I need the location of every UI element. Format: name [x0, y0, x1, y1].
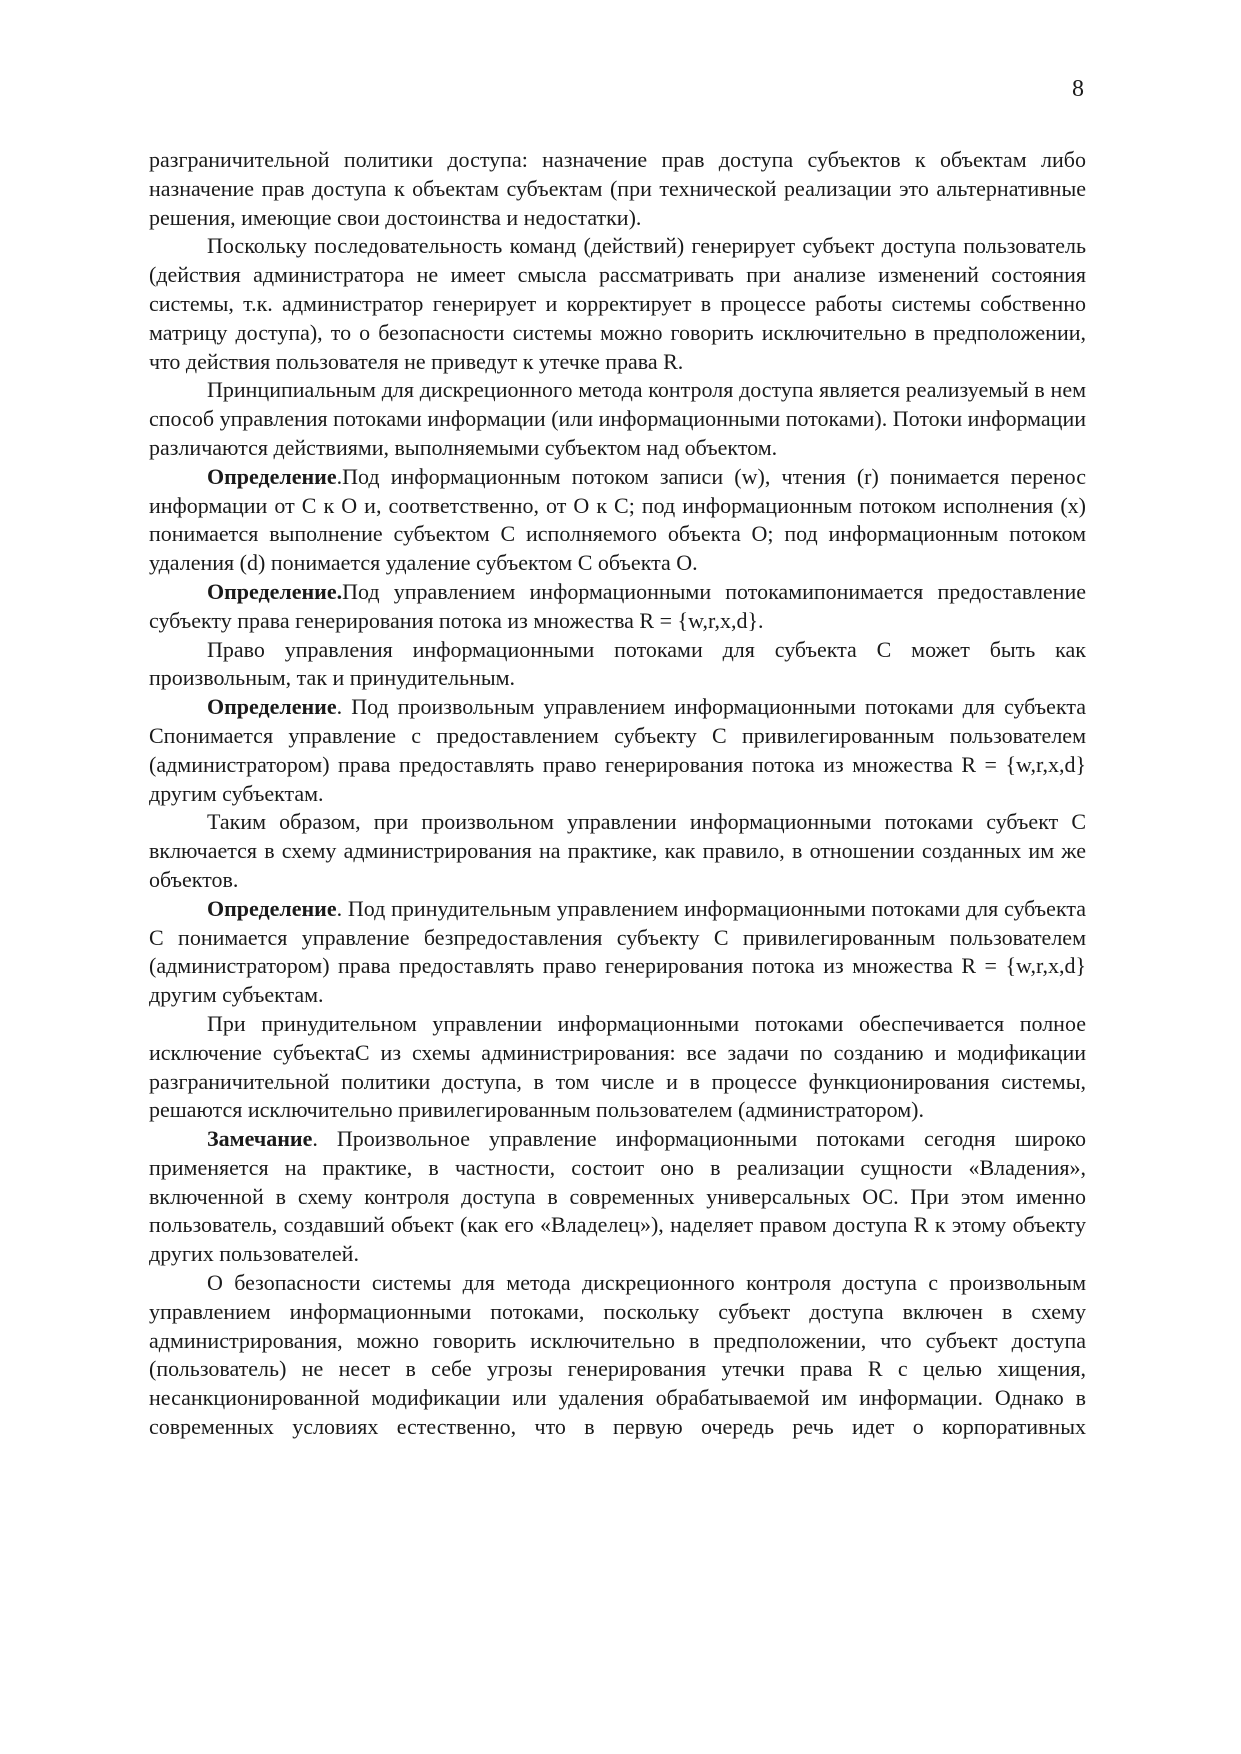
paragraph-text: . Под принудительным управлением информационными потоками для субъекта С понимается управление безпредоставления субъекту С привилегированным пользователем (администратором) права предоставлять право генерирования потока из множества R = {w,r,x,d} другим субъектам.: [149, 895, 1086, 1008]
paragraph-text: Поскольку последовательность команд (действий) генерирует субъект доступа пользователь (действия администратора не имеет смысла рассматривать при анализе изменений состояния системы, т.к. администратор генерирует и корректирует в процессе работы системы собственно матрицу доступа), то о безопасности системы можно говорить исключительно в предположении, что действия пользователя не приведут к утечке права R.: [149, 233, 1086, 374]
paragraph: [149, 1269, 1086, 1442]
paragraph: [149, 1010, 1086, 1125]
definition-term: Определение: [207, 694, 337, 720]
paragraph: [149, 146, 1086, 232]
definition-paragraph: [149, 895, 1086, 1010]
remark-term: Замечание: [207, 1126, 313, 1152]
paragraph-text: . Произвольное управление информационными потоками сегодня широко применяется на практике, в частности, состоит оно в реализации сущности «Владения», включенной в схему контроля доступа в современных универсальных ОС. При этом именно пользователь, создавший объект (как его «Владелец»), наделяет правом доступа R к этому объекту других пользователей.: [149, 1126, 1086, 1267]
definition-paragraph: [149, 693, 1086, 808]
paragraph: [149, 376, 1086, 462]
definition-term: Определение: [207, 895, 337, 921]
definition-paragraph: [149, 463, 1086, 578]
paragraph-text: . Под произвольным управлением информационными потоками для субъекта Спонимается управление с предоставлением субъекту С привилегированным пользователем (администратором) права предоставлять право генерирования потока из множества R = {w,r,x,d} другим субъектам.: [149, 694, 1086, 806]
paragraph-text: Под управлением информационными потокамипонимается предоставление субъекту права генерирования потока из множества R = {w,r,x,d}.: [149, 578, 1086, 633]
definition-paragraph: [149, 578, 1086, 636]
definition-term: Определение: [207, 463, 337, 489]
paragraph: [149, 636, 1086, 694]
paragraph-text: При принудительном управлении информационными потоками обеспечивается полное исключение субъектаС из схемы администрирования: все задачи по созданию и модификации разграничительной политики доступа, в том числе и в процессе функционирования системы, решаются исключительно привилегированным пользователем (администратором).: [149, 1010, 1086, 1123]
remark-paragraph: [149, 1125, 1086, 1269]
paragraph-text: Право управления информационными потоками для субъекта С может быть как произвольным, так и принудительным.: [149, 636, 1086, 691]
paragraph-text: Таким образом, при произвольном управлении информационными потоками субъект С включается в схему администрирования на практике, как правило, в отношении созданных им же объектов.: [149, 809, 1086, 892]
paragraph-text: .Под информационным потоком записи (w), чтения (r) понимается перенос информации от С к О и, соответственно, от О к С; под информационным потоком исполнения (x) понимается выполнение субъектом С исполняемого объекта О; под информационным потоком удаления (d) понимается удаление субъектом С объекта О.: [149, 463, 1086, 576]
paragraph-text: разграничительной политики доступа: назначение прав доступа субъектов к объектам либо назначение прав доступа к объектам субъектам (при технической реализации это альтернативные решения, имеющие свои достоинства и недостатки).: [149, 147, 1086, 230]
definition-term: Определение.: [207, 578, 343, 604]
paragraph: [149, 232, 1086, 376]
paragraph-text: О безопасности системы для метода дискреционного контроля доступа с произвольным управлением информационными потоками, поскольку субъект доступа включен в схему администрирования, можно говорить исключительно в предположении, что субъект доступа (пользователь) не несет в себе угрозы генерирования утечки права R с целью хищения, несанкционированной модификации или удаления обрабатываемой им информации. Однако в современных условиях естественно, что в первую очередь речь идет о корпоративных: [149, 1270, 1086, 1440]
paragraph: [149, 808, 1086, 894]
body-text: [149, 146, 1086, 1442]
paragraph-text: Принципиальным для дискреционного метода контроля доступа является реализуемый в нем способ управления потоками информации (или информационными потоками). Потоки информации различаются действиями, выполняемыми субъектом над объектом.: [149, 377, 1086, 460]
page-number: 8: [1072, 76, 1084, 102]
